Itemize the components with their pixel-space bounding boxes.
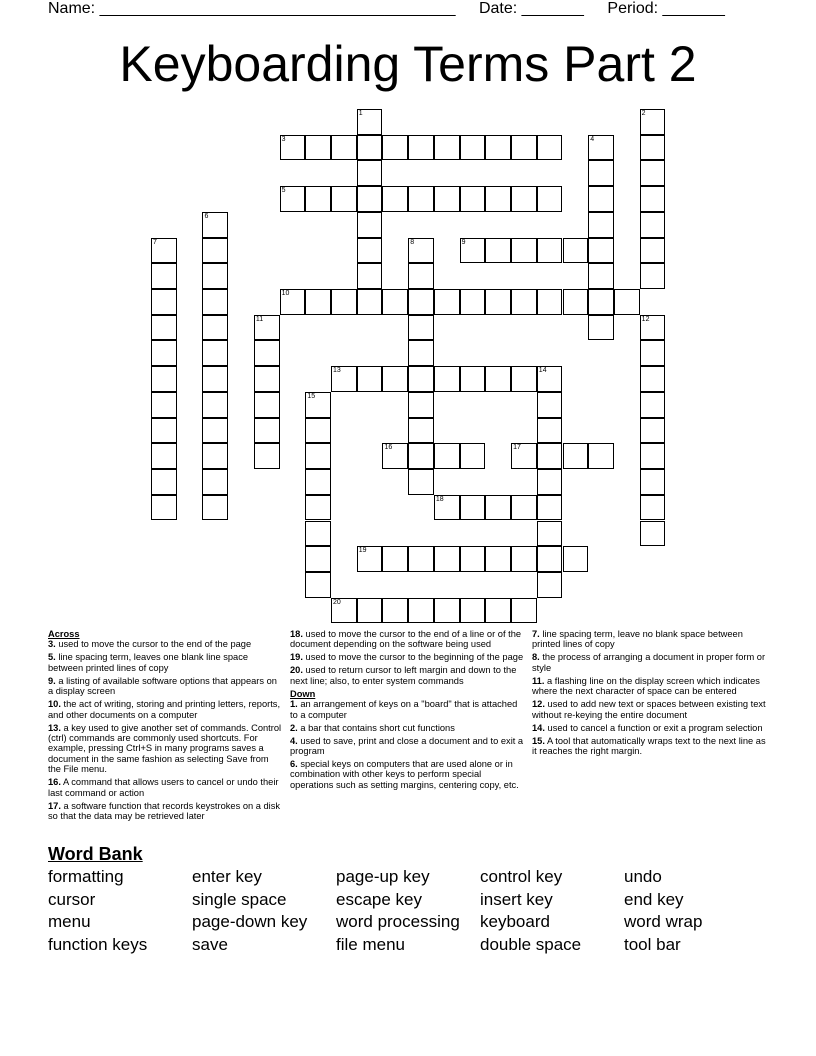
clue-text: a software function that records keystrokes on a disk so that the data may be retrieved later bbox=[48, 800, 281, 822]
grid-cell[interactable] bbox=[588, 135, 614, 161]
grid-cell[interactable] bbox=[151, 443, 177, 469]
grid-cell[interactable] bbox=[640, 238, 666, 264]
grid-cell[interactable] bbox=[537, 418, 563, 444]
grid-cell[interactable] bbox=[357, 366, 383, 392]
grid-cell[interactable] bbox=[357, 289, 383, 315]
clue-number: 13. bbox=[48, 722, 61, 733]
clue bbox=[290, 652, 526, 662]
clues-column-1 bbox=[48, 629, 284, 824]
grid-cell[interactable] bbox=[563, 289, 589, 315]
grid-cell[interactable] bbox=[511, 186, 537, 212]
clue-number: 4. bbox=[290, 735, 298, 746]
grid-cell[interactable] bbox=[408, 186, 434, 212]
clue bbox=[532, 652, 768, 673]
clue-number: 20 bbox=[333, 598, 341, 606]
grid-cell[interactable] bbox=[357, 109, 383, 135]
grid-cell[interactable] bbox=[408, 392, 434, 418]
grid-cell[interactable] bbox=[434, 495, 460, 521]
clue bbox=[48, 801, 284, 822]
clue-number: 6 bbox=[204, 212, 209, 220]
grid-cell[interactable] bbox=[408, 340, 434, 366]
grid-cell[interactable] bbox=[511, 598, 537, 624]
grid-cell[interactable] bbox=[254, 392, 280, 418]
grid-cell[interactable] bbox=[254, 315, 280, 341]
grid-cell[interactable] bbox=[151, 315, 177, 341]
grid-cell[interactable] bbox=[460, 289, 486, 315]
grid-cell[interactable] bbox=[408, 238, 434, 264]
grid-cell[interactable] bbox=[202, 238, 228, 264]
grid-cell[interactable] bbox=[151, 418, 177, 444]
grid-cell[interactable] bbox=[331, 135, 357, 161]
word-bank-item: page-up key bbox=[336, 867, 430, 886]
grid-cell[interactable] bbox=[640, 109, 666, 135]
clue bbox=[290, 665, 526, 686]
clue bbox=[48, 676, 284, 697]
down-clue-list bbox=[290, 699, 526, 790]
grid-cell[interactable] bbox=[202, 392, 228, 418]
clue-number: 6. bbox=[290, 759, 298, 770]
grid-cell[interactable] bbox=[254, 366, 280, 392]
clue-number: 5. bbox=[48, 652, 56, 663]
clue-text: used to move the cursor to the end of a line or of the document depending on the software being used bbox=[290, 629, 522, 650]
grid-cell[interactable] bbox=[537, 495, 563, 521]
clue-text: used to return cursor to left margin and down to the next line; also, to enter system commands bbox=[290, 665, 517, 686]
grid-cell[interactable] bbox=[202, 418, 228, 444]
grid-cell[interactable] bbox=[408, 263, 434, 289]
grid-cell[interactable] bbox=[588, 186, 614, 212]
grid-cell[interactable] bbox=[485, 289, 511, 315]
grid-cell[interactable] bbox=[460, 238, 486, 264]
clue-text: special keys on computers that are used alone or in combination with other keys to perform special operations such as setting margins, centering copy, etc. bbox=[290, 759, 519, 790]
grid-cell[interactable] bbox=[511, 366, 537, 392]
clue-number: 19. bbox=[290, 652, 303, 663]
grid-cell[interactable] bbox=[305, 469, 331, 495]
grid-cell[interactable] bbox=[640, 212, 666, 238]
grid-cell[interactable] bbox=[408, 546, 434, 572]
grid-cell[interactable] bbox=[202, 340, 228, 366]
grid-cell[interactable] bbox=[485, 366, 511, 392]
clue bbox=[532, 676, 768, 697]
grid-cell[interactable] bbox=[537, 135, 563, 161]
word-bank-item: tool bar bbox=[624, 935, 681, 955]
grid-cell[interactable] bbox=[408, 289, 434, 315]
grid-cell[interactable] bbox=[588, 289, 614, 315]
grid-cell[interactable] bbox=[537, 546, 563, 572]
grid-cell[interactable] bbox=[537, 443, 563, 469]
clue-number: 3 bbox=[281, 135, 286, 143]
grid-cell[interactable] bbox=[511, 135, 537, 161]
grid-cell[interactable] bbox=[202, 212, 228, 238]
grid-cell[interactable] bbox=[357, 186, 383, 212]
grid-cell[interactable] bbox=[640, 160, 666, 186]
grid-cell[interactable] bbox=[460, 598, 486, 624]
clue bbox=[48, 699, 284, 720]
grid-cell[interactable] bbox=[357, 598, 383, 624]
clue-number: 5 bbox=[281, 187, 286, 195]
grid-cell[interactable] bbox=[434, 546, 460, 572]
name-field[interactable]: Name: ________________________________________ bbox=[48, 0, 456, 17]
grid-cell[interactable] bbox=[511, 546, 537, 572]
grid-cell[interactable] bbox=[408, 469, 434, 495]
word-bank-item: control key bbox=[480, 867, 563, 886]
grid-cell[interactable] bbox=[537, 238, 563, 264]
grid-cell[interactable] bbox=[305, 572, 331, 598]
grid-cell[interactable] bbox=[151, 289, 177, 315]
clue-number: 17 bbox=[513, 444, 521, 452]
grid-cell[interactable] bbox=[614, 289, 640, 315]
grid-cell[interactable] bbox=[460, 443, 486, 469]
grid-cell[interactable] bbox=[382, 289, 408, 315]
grid-cell[interactable] bbox=[202, 289, 228, 315]
grid-cell[interactable] bbox=[280, 186, 306, 212]
word-bank-item: file menu bbox=[336, 935, 405, 955]
grid-cell[interactable] bbox=[460, 546, 486, 572]
grid-cell[interactable] bbox=[331, 366, 357, 392]
down-clue-list-continued bbox=[532, 629, 768, 756]
word-bank-item: end key bbox=[624, 889, 684, 909]
grid-cell[interactable] bbox=[640, 315, 666, 341]
grid-cell[interactable] bbox=[640, 135, 666, 161]
clue-number: 10 bbox=[281, 290, 290, 298]
grid-cell[interactable] bbox=[305, 135, 331, 161]
across-clue-list-continued bbox=[290, 629, 526, 686]
grid-cell[interactable] bbox=[408, 135, 434, 161]
grid-cell[interactable] bbox=[331, 186, 357, 212]
clue-number: 11 bbox=[255, 315, 264, 323]
clue-text: used to add new text or spaces between existing text without re-keying the entire document bbox=[532, 699, 766, 720]
clue bbox=[48, 652, 284, 673]
grid-cell[interactable] bbox=[563, 238, 589, 264]
grid-cell[interactable] bbox=[280, 289, 306, 315]
clue-number: 9. bbox=[48, 675, 56, 686]
clue-text: the process of arranging a document in proper form or style bbox=[532, 652, 766, 673]
date-field[interactable]: Date: _______ bbox=[478, 0, 584, 17]
grid-cell[interactable] bbox=[151, 495, 177, 521]
clue-text: line spacing term, leaves one blank line space between printed lines of copy bbox=[48, 652, 249, 673]
grid-cell[interactable] bbox=[640, 392, 666, 418]
grid-cell[interactable] bbox=[588, 315, 614, 341]
grid-cell[interactable] bbox=[537, 469, 563, 495]
clue bbox=[532, 723, 768, 733]
clue-number: 13 bbox=[333, 367, 341, 375]
grid-cell[interactable] bbox=[434, 186, 460, 212]
grid-cell[interactable] bbox=[537, 572, 563, 598]
clue-number: 12 bbox=[641, 315, 650, 323]
clue-number: 19 bbox=[358, 547, 367, 555]
grid-cell[interactable] bbox=[151, 238, 177, 264]
word-bank-title: Word Bank bbox=[48, 844, 143, 864]
word-bank-item: page-down key bbox=[192, 912, 308, 932]
clue-number: 16. bbox=[48, 777, 61, 788]
clue-number: 2 bbox=[641, 110, 646, 117]
grid-cell[interactable] bbox=[151, 340, 177, 366]
clue-number: 3. bbox=[48, 639, 56, 650]
grid-cell[interactable] bbox=[485, 135, 511, 161]
grid-cell[interactable] bbox=[640, 186, 666, 212]
grid-cell[interactable] bbox=[202, 315, 228, 341]
grid-cell[interactable] bbox=[640, 340, 666, 366]
grid-cell[interactable] bbox=[640, 469, 666, 495]
grid-cell[interactable] bbox=[305, 392, 331, 418]
grid-cell[interactable] bbox=[254, 443, 280, 469]
across-heading: Across bbox=[48, 629, 80, 639]
grid-cell[interactable] bbox=[254, 340, 280, 366]
grid-cell[interactable] bbox=[408, 315, 434, 341]
word-bank-item: cursor bbox=[48, 889, 96, 909]
clue-number: 20. bbox=[290, 665, 303, 676]
clue-number: 14. bbox=[532, 722, 545, 733]
grid-cell[interactable] bbox=[151, 392, 177, 418]
grid-cell[interactable] bbox=[382, 443, 408, 469]
word-bank-item: save bbox=[192, 935, 228, 955]
word-bank-item: word processing bbox=[336, 912, 460, 932]
clue-text: a flashing line on the display screen which indicates where the next character of space can be entered bbox=[532, 675, 760, 697]
clue-number: 7 bbox=[153, 238, 157, 246]
word-bank-item: undo bbox=[624, 867, 662, 886]
clue bbox=[290, 723, 526, 733]
down-heading: Down bbox=[290, 688, 316, 699]
clue-number: 8 bbox=[410, 238, 415, 246]
word-bank-item: double space bbox=[480, 935, 582, 955]
clue bbox=[48, 723, 284, 775]
clue-number: 12. bbox=[532, 699, 545, 710]
clue-text: used to save, print and close a document and to exit a program bbox=[290, 735, 524, 757]
grid-cell[interactable] bbox=[151, 469, 177, 495]
clue-number: 7. bbox=[532, 629, 540, 639]
grid-cell[interactable] bbox=[357, 546, 383, 572]
grid-cell[interactable] bbox=[640, 443, 666, 469]
clue-text: line spacing term, leave no blank space between printed lines of copy bbox=[532, 629, 743, 650]
word-bank-item: escape key bbox=[336, 889, 422, 909]
grid-cell[interactable] bbox=[434, 443, 460, 469]
grid-cell[interactable] bbox=[434, 289, 460, 315]
clue bbox=[290, 629, 526, 650]
clue-text: an arrangement of keys on a "board" that is attached to a computer bbox=[290, 699, 518, 720]
grid-cell[interactable] bbox=[434, 598, 460, 624]
grid-cell[interactable] bbox=[408, 366, 434, 392]
word-bank-item: formatting bbox=[48, 867, 124, 886]
clue-number: 17. bbox=[48, 800, 61, 811]
clue-number: 15. bbox=[532, 735, 545, 746]
grid-cell[interactable] bbox=[460, 366, 486, 392]
grid-cell[interactable] bbox=[640, 521, 666, 547]
clue bbox=[532, 736, 768, 757]
clue bbox=[48, 639, 284, 649]
clue-text: a key used to give another set of commands. Control (ctrl) commands are commonly used shortcuts. For example, pressing Ctrl+S in many programs saves a document in the same fashion as selecting Save from the File menu. bbox=[48, 722, 282, 775]
grid-cell[interactable] bbox=[305, 495, 331, 521]
grid-cell[interactable] bbox=[331, 289, 357, 315]
grid-cell[interactable] bbox=[382, 186, 408, 212]
grid-cell[interactable] bbox=[382, 546, 408, 572]
grid-cell[interactable] bbox=[588, 238, 614, 264]
grid-cell[interactable] bbox=[511, 443, 537, 469]
grid-cell[interactable] bbox=[202, 443, 228, 469]
grid-cell[interactable] bbox=[511, 238, 537, 264]
grid-cell[interactable] bbox=[382, 598, 408, 624]
grid-cell[interactable] bbox=[305, 186, 331, 212]
period-field[interactable]: Period: _______ bbox=[607, 0, 725, 17]
clue-text: the act of writing, storing and printing letters, reports, and other documents on a computer bbox=[48, 699, 281, 720]
grid-cell[interactable] bbox=[202, 469, 228, 495]
grid-cell[interactable] bbox=[357, 135, 383, 161]
clue-number: 9 bbox=[461, 238, 466, 246]
grid-cell[interactable] bbox=[357, 238, 383, 264]
clue-number: 1 bbox=[358, 110, 363, 117]
word-bank-item: word wrap bbox=[624, 912, 703, 932]
grid-cell[interactable] bbox=[434, 366, 460, 392]
grid-cell[interactable] bbox=[357, 160, 383, 186]
clue bbox=[532, 699, 768, 720]
grid-cell[interactable] bbox=[485, 598, 511, 624]
grid-cell[interactable] bbox=[537, 521, 563, 547]
word-bank-item: function keys bbox=[48, 935, 148, 955]
grid-cell[interactable] bbox=[305, 418, 331, 444]
grid-cell[interactable] bbox=[563, 443, 589, 469]
grid-cell[interactable] bbox=[382, 135, 408, 161]
grid-cell[interactable] bbox=[331, 598, 357, 624]
clue-text: used to move the cursor to the beginning of the page bbox=[302, 652, 524, 663]
across-clue-list bbox=[48, 639, 284, 821]
grid-cell[interactable] bbox=[305, 546, 331, 572]
grid-cell[interactable] bbox=[485, 238, 511, 264]
grid-cell[interactable] bbox=[485, 546, 511, 572]
clue-number: 14 bbox=[538, 367, 547, 375]
clue-text: A tool that automatically wraps text to the next line as it reaches the right margin. bbox=[532, 735, 766, 757]
clues-column-3 bbox=[532, 629, 768, 759]
clue bbox=[290, 699, 526, 720]
clue-text: A command that allows users to cancel or undo their last command or action bbox=[48, 777, 279, 798]
word-bank-item: menu bbox=[48, 912, 91, 932]
grid-cell[interactable] bbox=[588, 160, 614, 186]
grid-cell[interactable] bbox=[537, 289, 563, 315]
clues-column-2 bbox=[290, 629, 526, 793]
grid-cell[interactable] bbox=[305, 521, 331, 547]
word-bank-item: enter key bbox=[192, 867, 262, 886]
grid-cell[interactable] bbox=[460, 186, 486, 212]
word-bank-item: keyboard bbox=[480, 912, 550, 932]
clue-number: 1. bbox=[290, 699, 298, 710]
grid-cell[interactable] bbox=[588, 263, 614, 289]
grid-cell[interactable] bbox=[588, 212, 614, 238]
grid-cell[interactable] bbox=[202, 366, 228, 392]
clue-number: 4 bbox=[590, 135, 595, 143]
clue-text: a listing of available software options that appears on a display screen bbox=[48, 675, 277, 697]
grid-cell[interactable] bbox=[202, 263, 228, 289]
grid-cell[interactable] bbox=[202, 495, 228, 521]
clue-number: 15 bbox=[307, 392, 316, 400]
clue bbox=[290, 736, 526, 757]
clue-number: 2. bbox=[290, 722, 298, 733]
grid-cell[interactable] bbox=[434, 135, 460, 161]
clue bbox=[290, 759, 526, 790]
grid-cell[interactable] bbox=[151, 366, 177, 392]
clue-text: used to cancel a function or exit a program selection bbox=[544, 722, 763, 733]
clue-number: 8. bbox=[532, 652, 540, 663]
clue-number: 18 bbox=[435, 495, 444, 503]
grid-cell[interactable] bbox=[588, 443, 614, 469]
grid-cell[interactable] bbox=[460, 135, 486, 161]
grid-cell[interactable] bbox=[537, 366, 563, 392]
clue bbox=[532, 629, 768, 650]
grid-cell[interactable] bbox=[254, 418, 280, 444]
grid-cell[interactable] bbox=[408, 598, 434, 624]
grid-cell[interactable] bbox=[511, 495, 537, 521]
clue-text: used to move the cursor to the end of the page bbox=[55, 639, 252, 650]
grid-cell[interactable] bbox=[563, 546, 589, 572]
grid-cell[interactable] bbox=[485, 186, 511, 212]
grid-cell[interactable] bbox=[151, 263, 177, 289]
grid-cell[interactable] bbox=[537, 392, 563, 418]
clue-number: 16 bbox=[384, 444, 393, 452]
grid-cell[interactable] bbox=[460, 495, 486, 521]
grid-cell[interactable] bbox=[408, 443, 434, 469]
grid-cell[interactable] bbox=[640, 263, 666, 289]
grid-cell[interactable] bbox=[382, 366, 408, 392]
grid-cell[interactable] bbox=[640, 495, 666, 521]
word-bank-item: single space bbox=[192, 889, 287, 909]
grid-cell[interactable] bbox=[357, 263, 383, 289]
grid-cell[interactable] bbox=[305, 443, 331, 469]
grid-cell[interactable] bbox=[640, 366, 666, 392]
grid-cell[interactable] bbox=[305, 289, 331, 315]
grid-cell[interactable] bbox=[357, 212, 383, 238]
page-title: Keyboarding Terms Part 2 bbox=[119, 36, 697, 92]
grid-cell[interactable] bbox=[485, 495, 511, 521]
grid-cell[interactable] bbox=[280, 135, 306, 161]
grid-cell[interactable] bbox=[640, 418, 666, 444]
clue bbox=[48, 777, 284, 798]
word-bank-item: insert key bbox=[480, 889, 553, 909]
clue-number: 11. bbox=[532, 675, 545, 686]
grid-cell[interactable] bbox=[537, 186, 563, 212]
clue-number: 18. bbox=[290, 629, 303, 639]
clue-number: 10. bbox=[48, 699, 61, 710]
clue-text: a bar that contains short cut functions bbox=[297, 722, 455, 733]
grid-cell[interactable] bbox=[408, 418, 434, 444]
grid-cell[interactable] bbox=[511, 289, 537, 315]
